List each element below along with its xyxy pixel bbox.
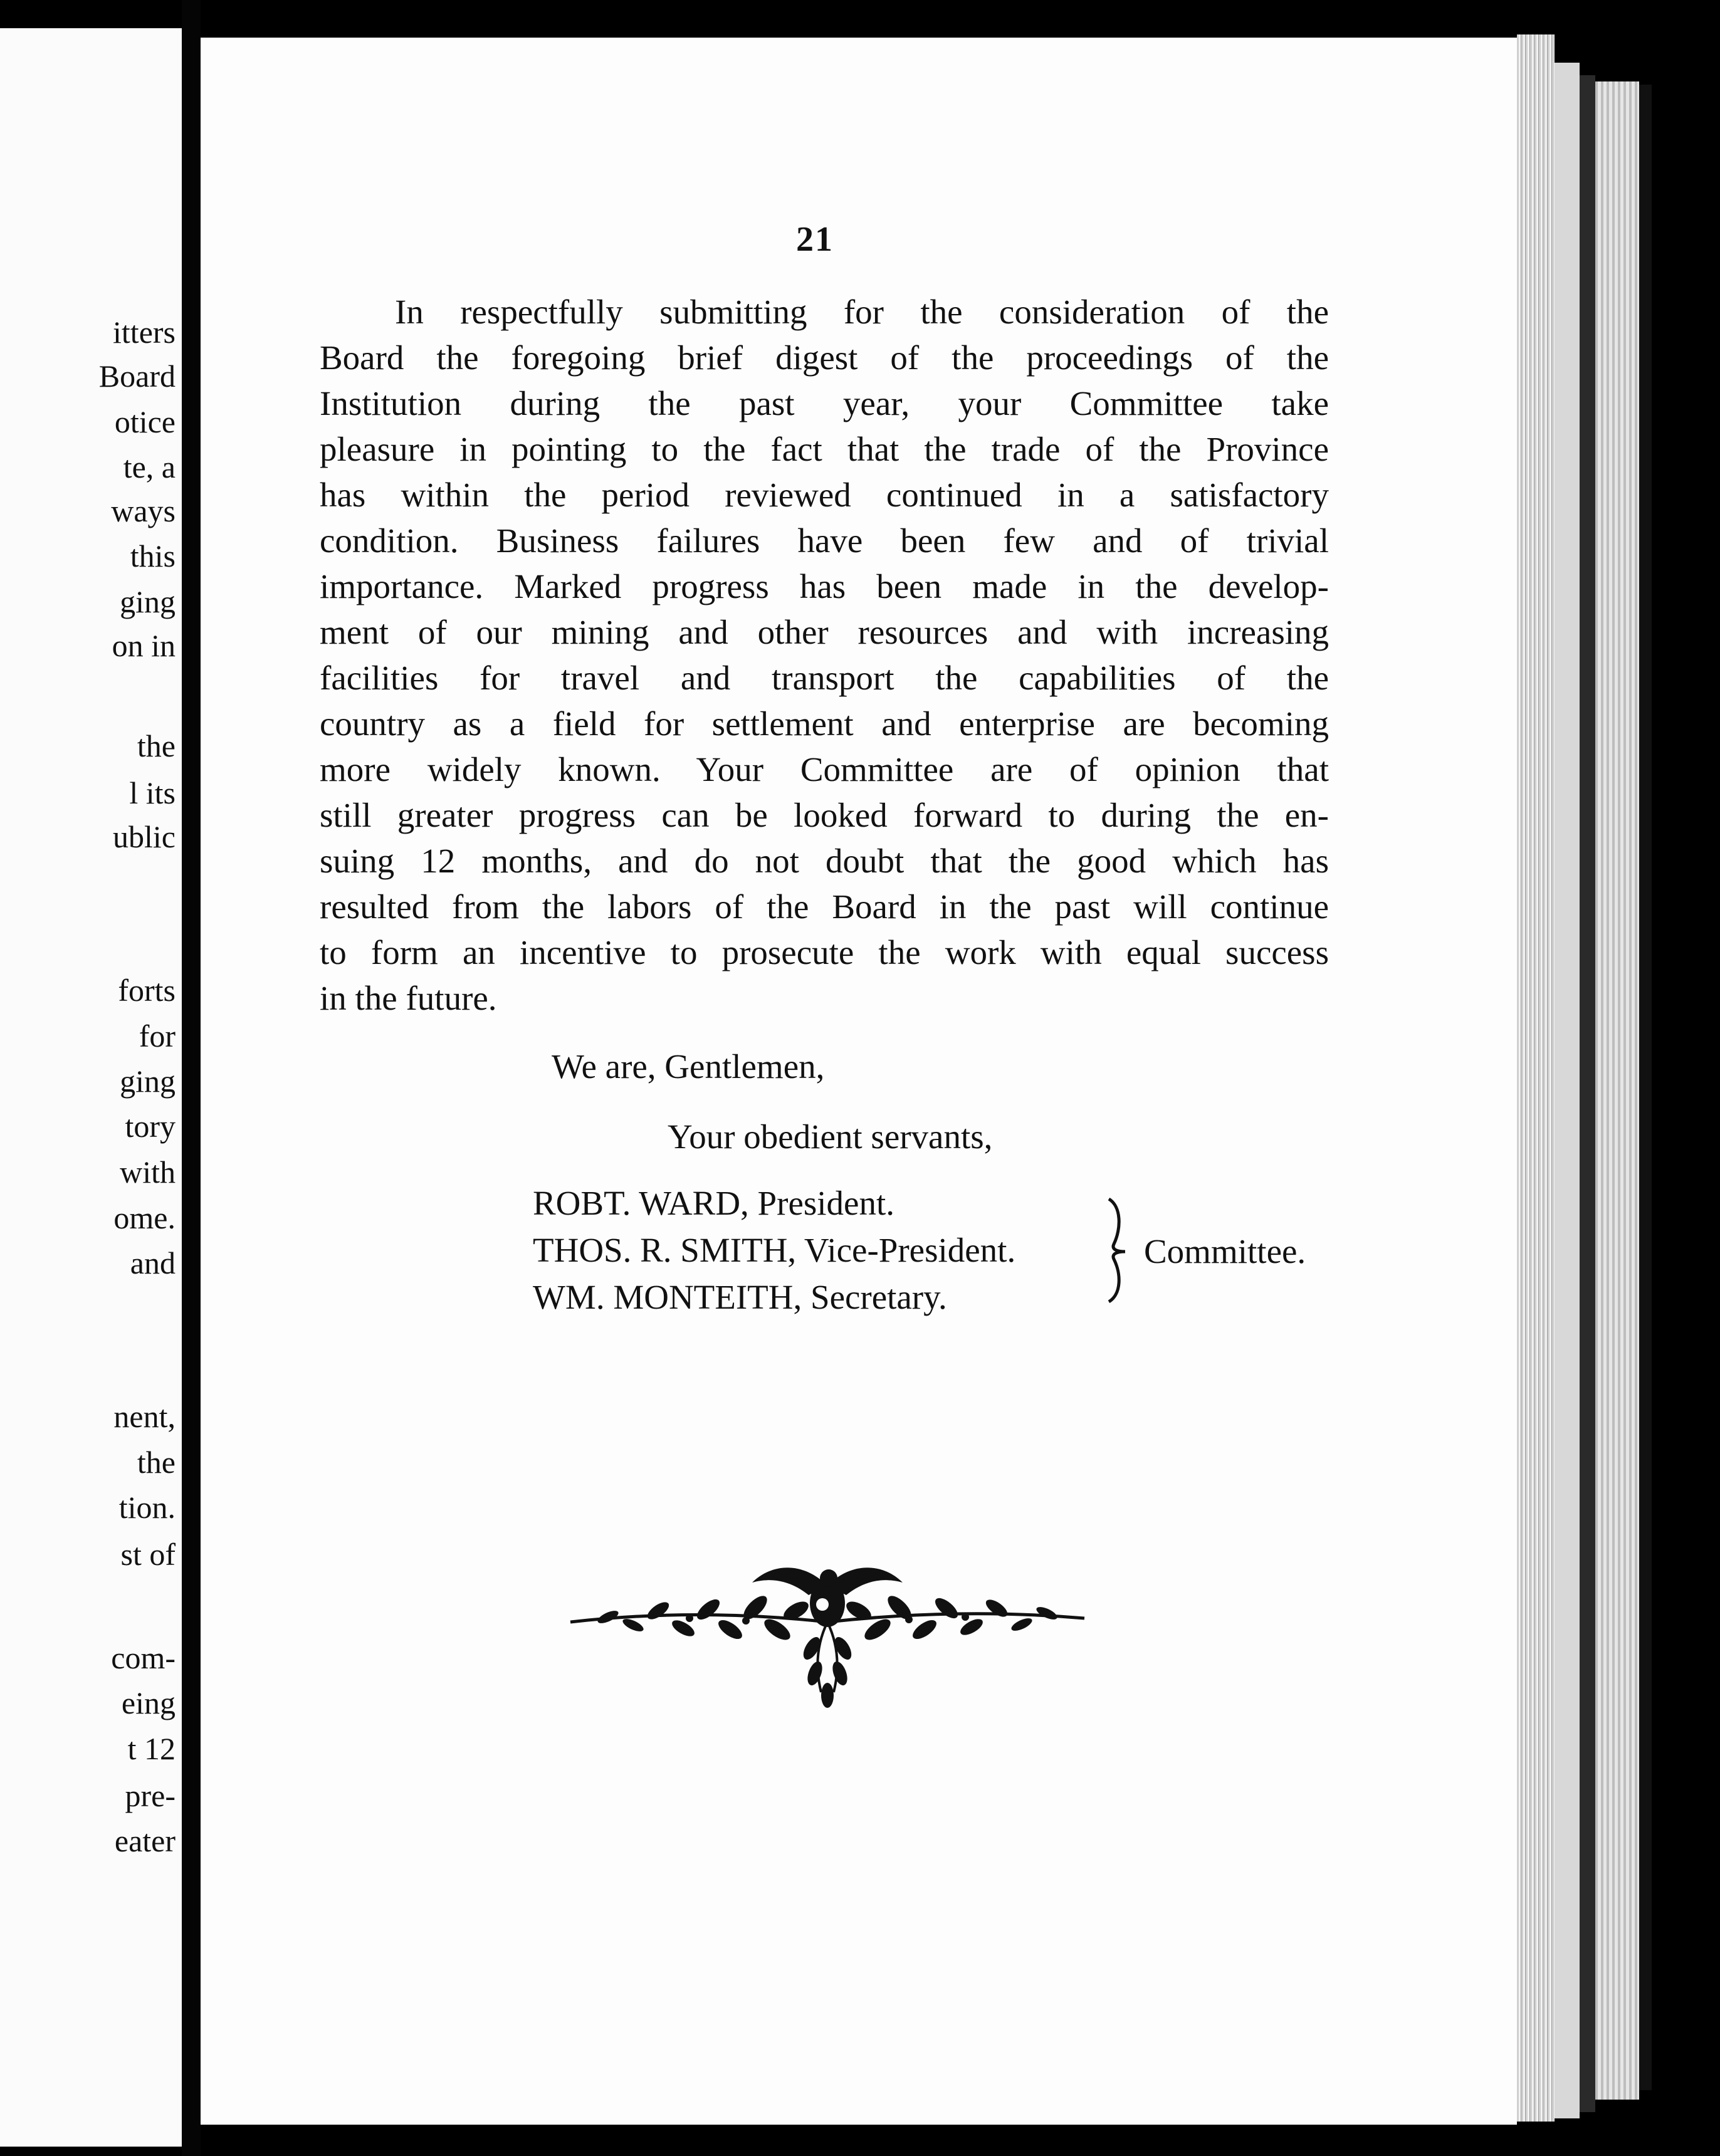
- facing-page-line: te, a: [123, 449, 176, 484]
- facing-page-line: itters: [113, 315, 176, 350]
- body-line: has within the period reviewed continued in a satisfactory: [320, 476, 1329, 514]
- facing-page-line: otice: [114, 404, 176, 439]
- body-line: importance. Marked progress has been made in the develop-: [320, 567, 1329, 605]
- body-line: pleasure in pointing to the fact that the trade of the Province: [320, 430, 1329, 468]
- body-line: resulted from the labors of the Board in the past will continue: [320, 887, 1329, 926]
- salutation: We are, Gentlemen,: [552, 1047, 825, 1086]
- signatory-secretary: WM. MONTEITH, Secretary.: [533, 1278, 947, 1316]
- facing-page-line: ublic: [113, 819, 176, 854]
- facing-page-line: eing: [121, 1685, 176, 1720]
- curly-brace-icon: [1100, 1194, 1131, 1307]
- facing-page-line: the: [137, 728, 176, 763]
- book-gutter: [182, 0, 201, 2156]
- book-cover-edge: [1580, 75, 1595, 2112]
- facing-page-line: nent,: [113, 1399, 176, 1434]
- body-line: more widely known. Your Committee are of opinion that: [320, 750, 1329, 788]
- facing-page-line: for: [139, 1018, 176, 1054]
- facing-page-line: l its: [129, 775, 176, 810]
- body-line: In respectfully submitting for the consideration of the: [395, 293, 1329, 331]
- page-edges: [1595, 81, 1639, 2100]
- facing-page-line: forts: [118, 973, 176, 1008]
- body-line: still greater progress can be looked forward to during the en-: [320, 796, 1329, 834]
- facing-page-line: the: [137, 1445, 176, 1480]
- facing-page-line: pre-: [125, 1778, 176, 1813]
- facing-page-line: on in: [112, 628, 176, 663]
- valediction: Your obedient servants,: [668, 1117, 993, 1156]
- facing-page-line: ging: [120, 584, 176, 619]
- body-line: condition. Business failures have been few and of trivial: [320, 521, 1329, 560]
- facing-page-line: t 12: [127, 1731, 176, 1766]
- committee-label: Committee.: [1144, 1232, 1306, 1270]
- body-line: in the future.: [320, 979, 497, 1017]
- facing-page-line: and: [130, 1245, 176, 1280]
- body-line: country as a field for settlement and enterprise are becoming: [320, 704, 1329, 743]
- facing-page-line: this: [130, 538, 176, 573]
- facing-page-line: Board: [98, 358, 176, 394]
- facing-page-line: st of: [120, 1537, 176, 1572]
- page-edges: [1555, 63, 1580, 2118]
- body-line: facilities for travel and transport the capabilities of the: [320, 659, 1329, 697]
- facing-page-line: with: [120, 1154, 176, 1190]
- facing-page-line: com-: [111, 1640, 176, 1675]
- facing-page-line: tion.: [118, 1490, 176, 1525]
- facing-page-line: ging: [120, 1064, 176, 1099]
- page-edges: [1517, 34, 1555, 2122]
- facing-page-line: ome.: [113, 1200, 176, 1235]
- book-cover-edge: [1639, 85, 1652, 2090]
- body-line: Board the foregoing brief digest of the proceedings of the: [320, 338, 1329, 377]
- signatory-president: ROBT. WARD, President.: [533, 1184, 894, 1222]
- facing-page-line: tory: [125, 1109, 176, 1144]
- eagle-ornament-icon: [564, 1548, 1091, 1711]
- facing-page-line: ways: [111, 493, 176, 528]
- signatory-vice-president: THOS. R. SMITH, Vice-President.: [533, 1231, 1016, 1269]
- body-line: suing 12 months, and do not doubt that the good which has: [320, 842, 1329, 880]
- body-line: Institution during the past year, your Committee take: [320, 384, 1329, 422]
- body-line: to form an incentive to prosecute the work with equal success: [320, 933, 1329, 971]
- facing-page: [0, 28, 182, 2147]
- facing-page-line: eater: [114, 1823, 176, 1858]
- page-number: 21: [796, 220, 834, 259]
- body-line: ment of our mining and other resources and with increasing: [320, 613, 1329, 651]
